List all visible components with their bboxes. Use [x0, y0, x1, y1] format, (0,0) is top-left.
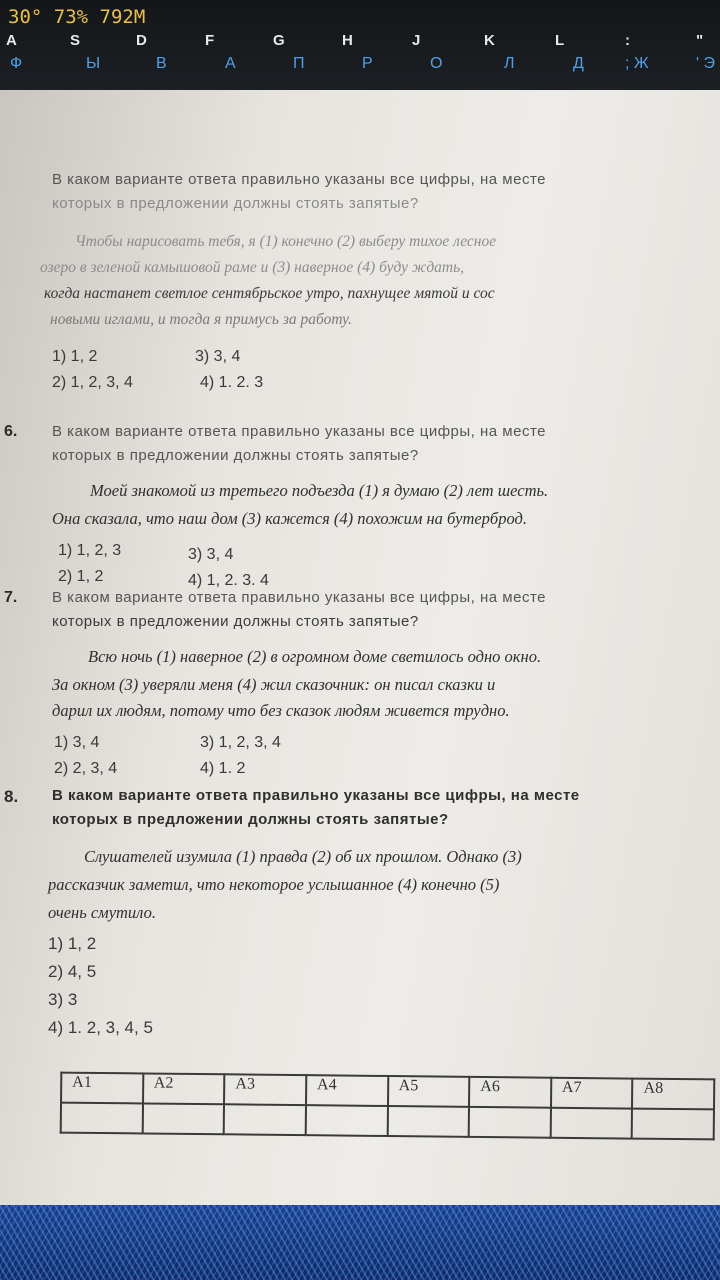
- answer-table-header: A4: [306, 1075, 388, 1106]
- key-cyrillic-label: ; Ж: [625, 55, 649, 72]
- key-cyrillic-label: Д: [573, 55, 584, 72]
- status-bar-text: 30° 73% 792M: [8, 6, 146, 28]
- question-sentence-line: Чтобы нарисовать тебя, я (1) конечно (2) выберу тихое лесное: [75, 233, 497, 250]
- key-cyrillic-label: О: [430, 55, 443, 72]
- answer-option: 1) 1, 2, 3: [58, 542, 122, 559]
- answer-table-header: A5: [388, 1076, 470, 1107]
- key-cyrillic-label: П: [293, 55, 305, 72]
- question-prompt-line: В каком варианте ответа правильно указаны все цифры, на месте: [52, 171, 547, 188]
- answer-cell: [469, 1107, 551, 1138]
- key-cyrillic-label: Л: [504, 55, 515, 72]
- answer-table-answer-row: [61, 1103, 714, 1140]
- test-paper: [0, 90, 720, 1215]
- key-latin-label: J: [412, 32, 421, 49]
- key-latin-label: G: [273, 32, 285, 49]
- question-sentence-line: озеро в зеленой камышовой раме и (3) наверное (4) буду ждать,: [40, 259, 465, 276]
- key-latin-label: :: [625, 32, 630, 49]
- question-sentence-line: За окном (3) уверяли меня (4) жил сказочник: он писал сказки и: [52, 675, 496, 694]
- answer-option: 4) 1. 2, 3, 4, 5: [48, 1018, 153, 1037]
- status-bar: [0, 0, 720, 40]
- key-cyrillic-label: А: [225, 55, 236, 72]
- question-sentence-line: когда настанет светлое сентябрьское утро, пахнущее мятой и сос: [44, 285, 495, 302]
- key-latin-label: A: [6, 32, 17, 49]
- answer-cell: [142, 1103, 224, 1134]
- question-sentence-line: Она сказала, что наш дом (3) кажется (4) похожим на бутерброд.: [52, 509, 527, 528]
- answer-table-header: A6: [469, 1077, 551, 1108]
- question-sentence-line: дарил их людям, потому что без сказок людям живется трудно.: [52, 701, 510, 720]
- answer-option: 2) 1, 2: [58, 568, 104, 585]
- answer-table-header: A7: [551, 1078, 633, 1109]
- question-sentence-line: Слушателей изумила (1) правда (2) об их прошлом. Однако (3): [84, 847, 522, 866]
- question-prompt-line: которых в предложении должны стоять запятые?: [52, 811, 449, 828]
- key-latin-label: S: [70, 32, 81, 49]
- key-latin-label: D: [136, 32, 147, 49]
- answer-cell: [632, 1109, 714, 1140]
- key-latin-label: F: [205, 32, 215, 49]
- answer-table-header: A1: [61, 1073, 143, 1104]
- answer-cell: [224, 1104, 306, 1135]
- fabric-background: [0, 1205, 720, 1280]
- answer-option: 4) 1, 2. 3. 4: [188, 572, 269, 589]
- key-latin-label: L: [555, 32, 565, 49]
- answer-table: [60, 1072, 716, 1141]
- answer-option: 3) 3, 4: [188, 546, 234, 563]
- question-prompt-line: которых в предложении должны стоять запятые?: [52, 613, 419, 630]
- answer-option: 3) 3, 4: [195, 348, 241, 365]
- answer-option: 2) 1, 2, 3, 4: [52, 374, 133, 391]
- key-latin-label: H: [342, 32, 353, 49]
- key-cyrillic-label: ' Э: [696, 55, 715, 72]
- answer-option: 3) 1, 2, 3, 4: [200, 734, 281, 751]
- answer-option: 4) 1. 2: [200, 760, 246, 777]
- question-sentence-line: Всю ночь (1) наверное (2) в огромном доме светилось одно окно.: [88, 647, 542, 666]
- question-prompt-line: В каком варианте ответа правильно указаны все цифры, на месте: [52, 589, 547, 606]
- answer-option: 1) 3, 4: [54, 734, 100, 751]
- answer-table-header: A3: [224, 1074, 306, 1105]
- question-number: 8.: [4, 787, 19, 806]
- key-cyrillic-label: Р: [362, 55, 373, 72]
- question-prompt-line: В каком варианте ответа правильно указаны все цифры, на месте: [52, 423, 547, 440]
- answer-table-header: A2: [143, 1073, 225, 1104]
- key-latin-label: ": [696, 32, 704, 49]
- question-prompt-line: которых в предложении должны стоять запятые?: [52, 195, 419, 212]
- answer-cell: [550, 1108, 632, 1139]
- answer-option: 1) 1, 2: [52, 348, 98, 365]
- key-latin-label: K: [484, 32, 495, 49]
- answer-option: 2) 4, 5: [48, 962, 97, 981]
- question-sentence-line: новыми иглами, и тогда я примусь за работу.: [50, 311, 352, 328]
- answer-cell: [306, 1105, 388, 1136]
- question-number: 6.: [4, 423, 18, 440]
- key-cyrillic-label: В: [156, 55, 167, 72]
- answer-cell: [61, 1103, 143, 1134]
- question-number: 7.: [4, 589, 18, 606]
- answer-table-header: A8: [632, 1079, 714, 1110]
- key-cyrillic-label: Ф: [10, 55, 23, 72]
- answer-cell: [387, 1106, 469, 1137]
- answer-option: 1) 1, 2: [48, 934, 97, 953]
- question-prompt-line: В каком варианте ответа правильно указаны все цифры, на месте: [52, 787, 580, 804]
- answer-option: 2) 2, 3, 4: [54, 760, 118, 777]
- answer-option: 3) 3: [48, 990, 78, 1009]
- key-cyrillic-label: Ы: [86, 55, 101, 72]
- question-sentence-line: рассказчик заметил, что некоторое услышанное (4) конечно (5): [48, 875, 500, 894]
- answer-option: 4) 1. 2. 3: [200, 374, 264, 391]
- question-sentence-line: очень смутило.: [48, 903, 156, 922]
- question-prompt-line: которых в предложении должны стоять запятые?: [52, 447, 419, 464]
- question-sentence-line: Моей знакомой из третьего подъезда (1) я думаю (2) лет шесть.: [90, 481, 549, 500]
